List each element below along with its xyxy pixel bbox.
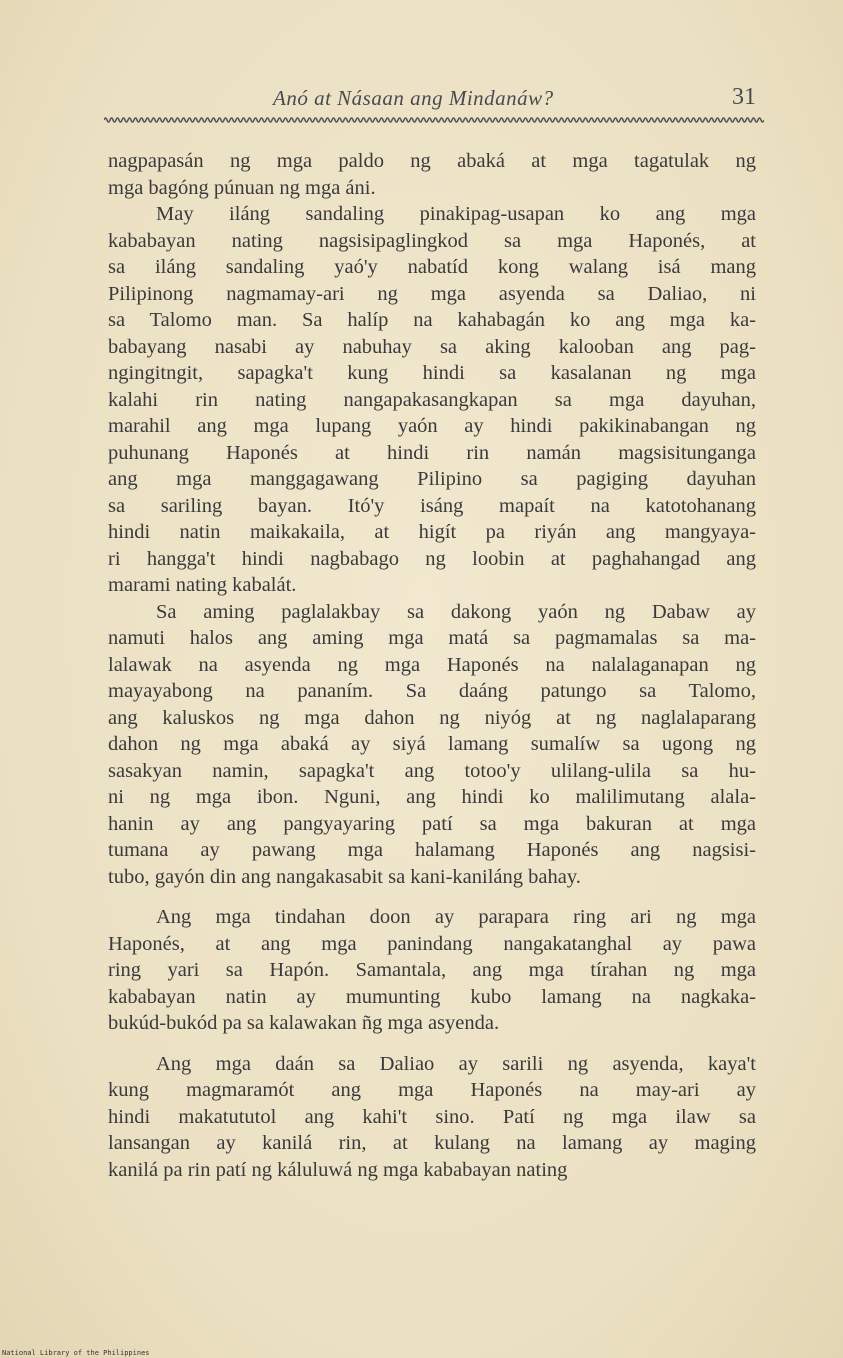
- body-text: [108, 148, 756, 1183]
- text-line: sa Talomo man. Sa halíp na kahabagán ko ang mga ka-: [108, 309, 756, 331]
- text-line: hanin ay ang pangyayaring patí sa mga bakuran at mga: [108, 812, 756, 835]
- text-line: lansangan ay kanilá rin, at kulang na lamang ay maging: [108, 1132, 756, 1154]
- text-line: dahon ng mga abaká ay siyá lamang sumalíw sa ugong ng: [108, 733, 756, 755]
- text-line: Haponés, at ang mga panindang nangakatanghal ay pawa: [108, 932, 756, 955]
- text-line: kalahi rin nating nangapakasangkapan sa mga dayuhan,: [108, 388, 756, 411]
- text-line: bukúd-bukód pa sa kalawakan ñg mga asyenda.: [108, 1012, 500, 1034]
- text-line: Ang mga tindahan doon ay parapara ring ari ng mga: [156, 906, 756, 928]
- text-line: puhunang Haponés at hindi rin namán magsisitunganga: [108, 441, 756, 464]
- text-line: marahil ang mga lupang yaón ay hindi pakikinabangan ng: [108, 415, 756, 437]
- text-line: sa sariling bayan. Itó'y isáng mapaít na katotohanang: [108, 494, 756, 517]
- text-line: mga bagóng púnuan ng mga áni.: [108, 176, 376, 199]
- text-line: tubo, gayón din ang nangakasabit sa kani-kaniláng bahay.: [108, 865, 581, 888]
- text-line: mayayabong na pananím. Sa daáng patungo sa Talomo,: [108, 680, 756, 702]
- text-line: Sa aming paglalakbay sa dakong yaón ng Dabaw ay: [156, 600, 756, 623]
- text-line: hindi makatututol ang kahi't sino. Patí ng mga ilaw sa: [108, 1105, 756, 1128]
- text-line: tumana ay pawang mga halamang Haponés ang nagsisi-: [108, 839, 756, 861]
- text-line: ri hangga't hindi nagbabago ng loobin at paghahangad ang: [108, 547, 756, 570]
- paragraph: [108, 148, 756, 201]
- paragraph: [108, 599, 756, 891]
- text-line: Ang mga daán sa Daliao ay sarili ng asyenda, kaya't: [156, 1052, 756, 1075]
- text-line: marami nating kabalát.: [108, 574, 297, 596]
- text-line: hindi natin maikakaila, at higít pa riyán ang mangyaya-: [108, 521, 756, 543]
- text-line: kung magmaramót ang mga Haponés na may-ari ay: [108, 1079, 756, 1101]
- text-line: ni ng mga ibon. Nguni, ang hindi ko malilimutang alala-: [108, 786, 756, 808]
- text-line: lalawak na asyenda ng mga Haponés na nalalaganapan ng: [108, 653, 756, 676]
- text-line: nagpapasán ng mga paldo ng abaká at mga tagatulak ng: [108, 150, 756, 172]
- decorative-wavy-rule: [104, 113, 764, 127]
- text-line: sasakyan namin, sapagka't ang totoo'y ulilang-ulila sa hu-: [108, 759, 756, 782]
- text-line: kanilá pa rin patí ng káluluwá ng mga kababayan nating: [108, 1158, 568, 1181]
- text-line: ang kaluskos ng mga dahon ng niyóg at ng naglalaparang: [108, 706, 756, 729]
- text-line: Pilipinong nagmamay-ari ng mga asyenda sa Daliao, ni: [108, 282, 756, 305]
- paragraph: [108, 904, 756, 1037]
- text-line: ring yari sa Hapón. Samantala, ang mga tírahan ng mga: [108, 959, 756, 981]
- text-line: May iláng sandaling pinakipag-usapan ko ang mga: [156, 203, 756, 225]
- paragraph: [108, 1051, 756, 1184]
- text-line: namuti halos ang aming mga matá sa pagmamalas sa ma-: [108, 627, 756, 649]
- footer-credit: National Library of the Philippines: [2, 1349, 150, 1357]
- text-line: kababayan nating nagsisipaglingkod sa mga Haponés, at: [108, 229, 756, 252]
- paragraph: [108, 201, 756, 599]
- text-line: ngingitngit, sapagka't kung hindi sa kasalanan ng mga: [108, 362, 756, 384]
- text-line: ang mga manggagawang Pilipino sa pagiging dayuhan: [108, 468, 756, 490]
- text-line: kababayan natin ay mumunting kubo lamang na nagkaka-: [108, 985, 756, 1008]
- running-title: Anó at Násaan ang Mindanáw?: [273, 86, 554, 110]
- page-number: 31: [732, 84, 756, 110]
- text-line: babayang nasabi ay nabuhay sa aking kalooban ang pag-: [108, 335, 756, 358]
- text-line: sa iláng sandaling yaó'y nabatíd kong walang isá mang: [108, 256, 756, 278]
